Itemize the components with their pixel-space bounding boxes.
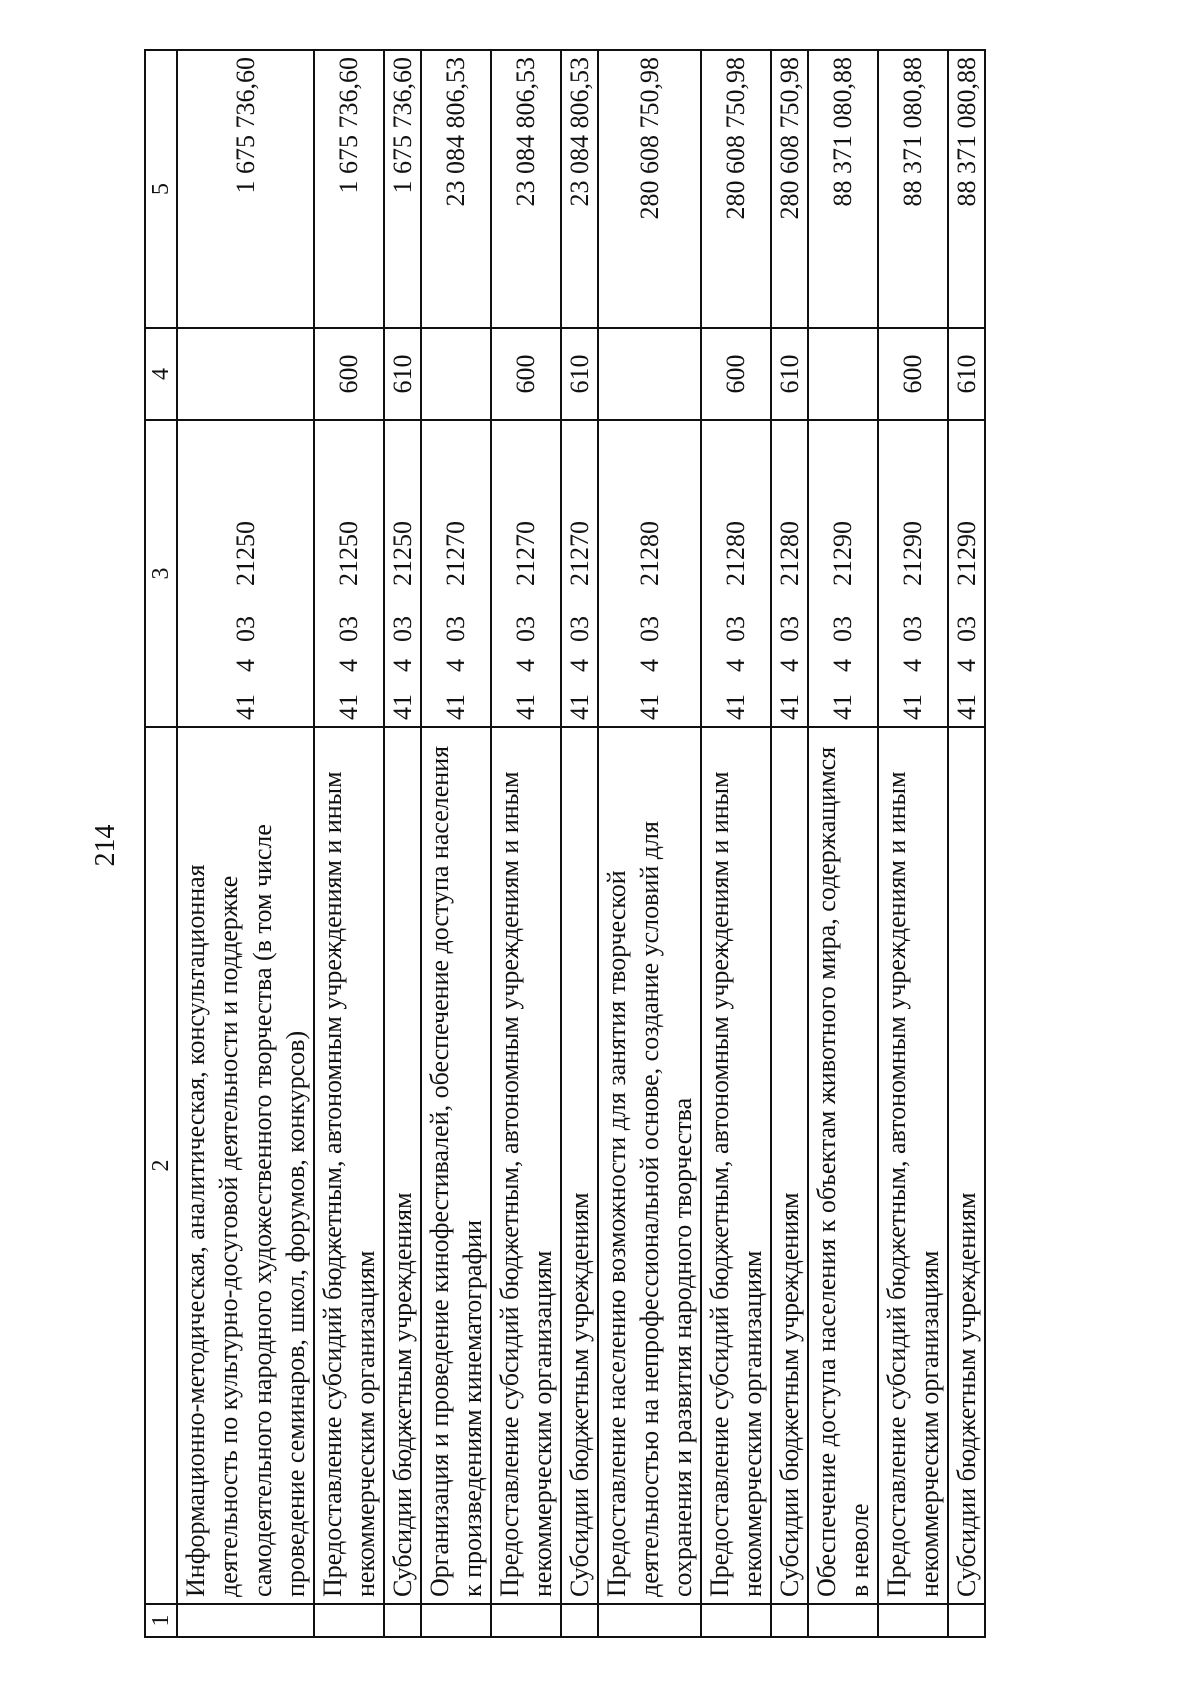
row-code [808, 420, 878, 727]
row-name: Организация и проведение кинофестивалей, обеспечение доступа населения к произведениям кинематографии [421, 727, 491, 1604]
row-number-cell [384, 1604, 421, 1637]
code-program: 41 [334, 694, 364, 720]
budget-table [144, 49, 986, 1638]
row-code [491, 420, 561, 727]
code-main-event: 03 [230, 616, 260, 642]
code-subprogram: 4 [721, 659, 751, 672]
row-code [421, 420, 491, 727]
row-amount: 88 371 080,88 [948, 50, 985, 328]
row-amount: 23 084 806,53 [561, 50, 598, 328]
code-subprogram: 4 [387, 659, 417, 672]
code-program: 41 [828, 694, 858, 720]
row-expense-type: 610 [771, 328, 808, 420]
row-code [177, 420, 313, 727]
row-amount: 1 675 736,60 [384, 50, 421, 328]
row-code [771, 420, 808, 727]
row-number-cell [421, 1604, 491, 1637]
code-main-event: 03 [634, 616, 664, 642]
row-name: Предоставление субсидий бюджетным, автономным учреждениям и иным некоммерческим организациям [491, 727, 561, 1604]
code-program: 41 [230, 694, 260, 720]
row-expense-type: 610 [948, 328, 985, 420]
code-main-event: 03 [951, 616, 981, 642]
code-subprogram: 4 [564, 659, 594, 672]
row-amount: 280 608 750,98 [598, 50, 701, 328]
code-direction: 21270 [511, 521, 541, 586]
row-name: Субсидии бюджетным учреждениям [384, 727, 421, 1604]
code-direction: 21270 [441, 521, 471, 586]
row-amount: 23 084 806,53 [491, 50, 561, 328]
code-subprogram: 4 [774, 659, 804, 672]
table-row [771, 50, 808, 1637]
table-row [561, 50, 598, 1637]
code-main-event: 03 [898, 616, 928, 642]
row-expense-type [808, 328, 878, 420]
row-number-cell [491, 1604, 561, 1637]
code-main-event: 03 [441, 616, 471, 642]
row-code [561, 420, 598, 727]
row-amount: 88 371 080,88 [878, 50, 948, 328]
row-expense-type [598, 328, 701, 420]
code-direction: 21280 [721, 521, 751, 586]
code-main-event: 03 [828, 616, 858, 642]
row-code [948, 420, 985, 727]
code-main-event: 03 [774, 616, 804, 642]
code-direction: 21250 [334, 521, 364, 586]
code-main-event: 03 [387, 616, 417, 642]
row-name: Информационно-методическая, аналитическая, консультационная деятельность по культурно-досуговой деятельности и поддержке самодеятельного народного художественного творчества (в том числе проведение семинаров, школ, форумов, конкурсов) [177, 727, 313, 1604]
row-number-cell [314, 1604, 384, 1637]
row-amount: 280 608 750,98 [701, 50, 771, 328]
row-code [701, 420, 771, 727]
header-col-5: 5 [145, 50, 177, 328]
row-number-cell [878, 1604, 948, 1637]
code-main-event: 03 [564, 616, 594, 642]
code-main-event: 03 [334, 616, 364, 642]
row-number-cell [771, 1604, 808, 1637]
row-amount: 1 675 736,60 [177, 50, 313, 328]
row-expense-type: 610 [384, 328, 421, 420]
row-number-cell [598, 1604, 701, 1637]
row-code [314, 420, 384, 727]
row-number-cell [177, 1604, 313, 1637]
row-name: Предоставление субсидий бюджетным, автономным учреждениям и иным некоммерческим организациям [701, 727, 771, 1604]
code-program: 41 [441, 694, 471, 720]
row-amount: 23 084 806,53 [421, 50, 491, 328]
code-program: 41 [774, 694, 804, 720]
row-code [598, 420, 701, 727]
code-subprogram: 4 [898, 659, 928, 672]
row-code [878, 420, 948, 727]
budget-table-body [145, 50, 985, 1637]
row-expense-type: 600 [878, 328, 948, 420]
table-row [598, 50, 701, 1637]
code-subprogram: 4 [951, 659, 981, 672]
row-name: Субсидии бюджетным учреждениям [948, 727, 985, 1604]
code-subprogram: 4 [334, 659, 364, 672]
code-program: 41 [387, 694, 417, 720]
row-expense-type: 610 [561, 328, 598, 420]
table-row [314, 50, 384, 1637]
header-col-4: 4 [145, 328, 177, 420]
row-amount: 1 675 736,60 [314, 50, 384, 328]
code-direction: 21290 [951, 521, 981, 586]
code-program: 41 [564, 694, 594, 720]
code-subprogram: 4 [511, 659, 541, 672]
code-program: 41 [951, 694, 981, 720]
table-row [878, 50, 948, 1637]
row-expense-type [177, 328, 313, 420]
page-number: 214 [90, 824, 121, 867]
code-subprogram: 4 [441, 659, 471, 672]
code-subprogram: 4 [828, 659, 858, 672]
row-expense-type: 600 [314, 328, 384, 420]
table-row [384, 50, 421, 1637]
row-name: Предоставление населению возможности для занятия творческой деятельностью на непрофессиональной основе, создание условий для сохранения и развития народного творчества [598, 727, 701, 1604]
header-row [145, 50, 177, 1637]
code-main-event: 03 [511, 616, 541, 642]
table-row [948, 50, 985, 1637]
row-name: Предоставление субсидий бюджетным, автономным учреждениям и иным некоммерческим организациям [314, 727, 384, 1604]
code-direction: 21290 [898, 521, 928, 586]
code-direction: 21280 [774, 521, 804, 586]
row-expense-type: 600 [491, 328, 561, 420]
row-name: Обеспечение доступа населения к объектам животного мира, содержащимся в неволе [808, 727, 878, 1604]
code-program: 41 [511, 694, 541, 720]
code-subprogram: 4 [230, 659, 260, 672]
row-amount: 280 608 750,98 [771, 50, 808, 328]
row-expense-type: 600 [701, 328, 771, 420]
code-subprogram: 4 [634, 659, 664, 672]
row-number-cell [948, 1604, 985, 1637]
code-direction: 21250 [387, 521, 417, 586]
table-row [177, 50, 313, 1637]
row-expense-type [421, 328, 491, 420]
table-row [808, 50, 878, 1637]
row-name: Субсидии бюджетным учреждениям [771, 727, 808, 1604]
code-main-event: 03 [721, 616, 751, 642]
row-name: Предоставление субсидий бюджетным, автономным учреждениям и иным некоммерческим организациям [878, 727, 948, 1604]
row-number-cell [561, 1604, 598, 1637]
code-direction: 21290 [828, 521, 858, 586]
code-program: 41 [634, 694, 664, 720]
row-name: Субсидии бюджетным учреждениям [561, 727, 598, 1604]
code-direction: 21270 [564, 521, 594, 586]
table-row [701, 50, 771, 1637]
code-program: 41 [898, 694, 928, 720]
row-number-cell [808, 1604, 878, 1637]
code-program: 41 [721, 694, 751, 720]
row-number-cell [701, 1604, 771, 1637]
table-row [421, 50, 491, 1637]
code-direction: 21250 [230, 521, 260, 586]
code-direction: 21280 [634, 521, 664, 586]
row-code [384, 420, 421, 727]
table-row [491, 50, 561, 1637]
header-col-3: 3 [145, 420, 177, 727]
header-col-1: 1 [145, 1604, 177, 1637]
row-amount: 88 371 080,88 [808, 50, 878, 328]
header-col-2: 2 [145, 727, 177, 1604]
